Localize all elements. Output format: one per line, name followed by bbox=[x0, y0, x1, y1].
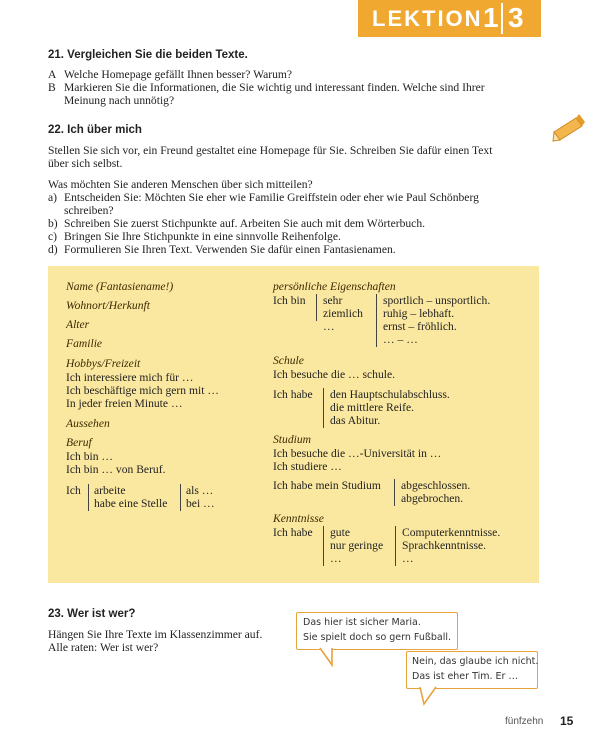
box-beruf-phrase: Ich bin … von Beruf. bbox=[66, 463, 166, 476]
box-studium-ichhabe: Ich habe mein Studium bbox=[273, 479, 381, 492]
box-aussehen-heading: Aussehen bbox=[66, 417, 110, 430]
lesson-divider bbox=[501, 3, 503, 34]
exercise-22-title: 22. Ich über mich bbox=[48, 124, 142, 136]
box-eigenschaften-heading: persönliche Eigenschaften bbox=[273, 280, 396, 293]
box-schule-phrase: Ich besuche die … schule. bbox=[273, 368, 396, 381]
column-divider bbox=[394, 479, 395, 506]
box-studium-heading: Studium bbox=[273, 433, 312, 446]
box-eig-trait: ruhig – lebhaft. bbox=[383, 307, 455, 320]
box-hobby-phrase: Ich interessiere mich für … bbox=[66, 371, 194, 384]
speech-bubble-1-tail bbox=[318, 647, 340, 667]
box-beruf-phrase: Ich bin … bbox=[66, 450, 114, 463]
exercise-22-item-d: d) Formulieren Sie Ihren Text. Verwenden Sie dafür einen Fantasienamen. bbox=[48, 243, 396, 256]
exercise-23-line: Hängen Sie Ihre Texte im Klassenzimmer auf. bbox=[48, 628, 263, 641]
speech-bubble-2-line: Nein, das glaube ich nicht. bbox=[412, 656, 539, 667]
exercise-21-item-b-cont: Meinung nach unnötig? bbox=[64, 94, 175, 107]
exercise-21-item-a: A Welche Homepage gefällt Ihnen besser? Warum? bbox=[48, 68, 293, 81]
exercise-21-item-b: B Markieren Sie die Informationen, die Sie wichtig und interessant finden. Welche sind Ihrer bbox=[48, 81, 485, 94]
box-kenntnisse-heading: Kenntnisse bbox=[273, 512, 324, 525]
column-divider bbox=[395, 526, 396, 566]
box-familie-heading: Familie bbox=[66, 337, 103, 350]
lesson-subnumber: 3 bbox=[508, 2, 524, 33]
box-beruf-heading: Beruf bbox=[66, 436, 92, 449]
box-kennt-skill: … bbox=[402, 552, 414, 565]
box-beruf-ending: als … bbox=[186, 484, 214, 497]
box-beruf-option: arbeite bbox=[94, 484, 126, 497]
column-divider bbox=[180, 484, 181, 511]
speech-bubble-1 bbox=[296, 612, 458, 650]
box-studium-phrase: Ich studiere … bbox=[273, 460, 342, 473]
box-eig-intensity: sehr bbox=[323, 294, 343, 307]
box-wohnort-heading: Wohnort/Herkunft bbox=[66, 299, 150, 312]
box-kennt-level: nur geringe bbox=[330, 539, 384, 552]
column-divider bbox=[323, 526, 324, 566]
speech-bubble-1-line: Sie spielt doch so gern Fußball. bbox=[303, 632, 452, 643]
box-hobby-phrase: Ich beschäftige mich gern mit … bbox=[66, 384, 219, 397]
box-studium-option: abgebrochen. bbox=[401, 492, 464, 505]
box-beruf-ending: bei … bbox=[186, 497, 215, 510]
exercise-22-question: Was möchten Sie anderen Menschen über sich mitteilen? bbox=[48, 178, 313, 191]
box-schule-ichhabe: Ich habe bbox=[273, 388, 313, 401]
box-kennt-ichhabe: Ich habe bbox=[273, 526, 313, 539]
box-kennt-skill: Computerkenntnisse. bbox=[402, 526, 501, 539]
box-hobbys-heading: Hobbys/Freizeit bbox=[66, 357, 141, 370]
box-kennt-level: gute bbox=[330, 526, 350, 539]
box-eig-trait: ernst – fröhlich. bbox=[383, 320, 457, 333]
speech-bubble-1-line: Das hier ist sicher Maria. bbox=[303, 617, 421, 628]
box-alter-heading: Alter bbox=[66, 318, 90, 331]
box-name-heading: Name (Fantasiename!) bbox=[66, 280, 174, 293]
box-kennt-skill: Sprachkenntnisse. bbox=[402, 539, 487, 552]
box-schule-option: den Hauptschulabschluss. bbox=[330, 388, 450, 401]
exercise-21-title: 21. Vergleichen Sie die beiden Texte. bbox=[48, 49, 248, 61]
exercise-23-title: 23. Wer ist wer? bbox=[48, 608, 136, 620]
box-eig-intensity: ziemlich bbox=[323, 307, 363, 320]
speech-bubble-2-tail bbox=[418, 686, 442, 706]
writing-task-icon bbox=[552, 112, 586, 142]
box-schule-heading: Schule bbox=[273, 354, 304, 367]
page-number-word: fünfzehn bbox=[505, 716, 544, 727]
exercise-23-line: Alle raten: Wer ist wer? bbox=[48, 641, 159, 654]
exercise-22-item-b: b) Schreiben Sie zuerst Stichpunkte auf. Arbeiten Sie auch mit dem Wörterbuch. bbox=[48, 217, 426, 230]
column-divider bbox=[323, 388, 324, 428]
column-divider bbox=[316, 294, 317, 321]
box-schule-option: das Abitur. bbox=[330, 414, 381, 427]
exercise-22-intro: Stellen Sie sich vor, ein Freund gestaltet eine Homepage für Sie. Schreiben Sie dafür einen Text bbox=[48, 144, 493, 157]
box-studium-phrase: Ich besuche die …-Universität in … bbox=[273, 447, 442, 460]
exercise-22-item-a-cont: schreiben? bbox=[64, 204, 114, 217]
lesson-number: 1 bbox=[483, 2, 499, 33]
box-beruf-ich: Ich bbox=[66, 484, 81, 497]
speech-bubble-2 bbox=[406, 651, 538, 689]
column-divider bbox=[376, 294, 377, 347]
page-number: 15 bbox=[560, 714, 574, 728]
box-eig-intensity: … bbox=[323, 320, 335, 333]
box-hobby-phrase: In jeder freien Minute … bbox=[66, 397, 183, 410]
box-studium-option: abgeschlossen. bbox=[401, 479, 471, 492]
box-eig-trait: … – … bbox=[383, 333, 418, 346]
box-eig-trait: sportlich – unsportlich. bbox=[383, 294, 491, 307]
box-beruf-option: habe eine Stelle bbox=[94, 497, 168, 510]
speech-bubble-2-line: Das ist eher Tim. Er … bbox=[412, 671, 518, 682]
column-divider bbox=[88, 484, 89, 511]
box-schule-option: die mittlere Reife. bbox=[330, 401, 415, 414]
exercise-22-item-c: c) Bringen Sie Ihre Stichpunkte in eine sinnvolle Reihenfolge. bbox=[48, 230, 341, 243]
box-eig-ichbin: Ich bin bbox=[273, 294, 306, 307]
exercise-22-item-a: a) Entscheiden Sie: Möchten Sie eher wie Familie Greiffstein oder eher wie Paul Schönberg bbox=[48, 191, 479, 204]
exercise-22-intro-cont: über sich selbst. bbox=[48, 157, 123, 170]
lesson-label: LEKTION bbox=[372, 6, 483, 31]
box-kennt-level: … bbox=[330, 552, 342, 565]
